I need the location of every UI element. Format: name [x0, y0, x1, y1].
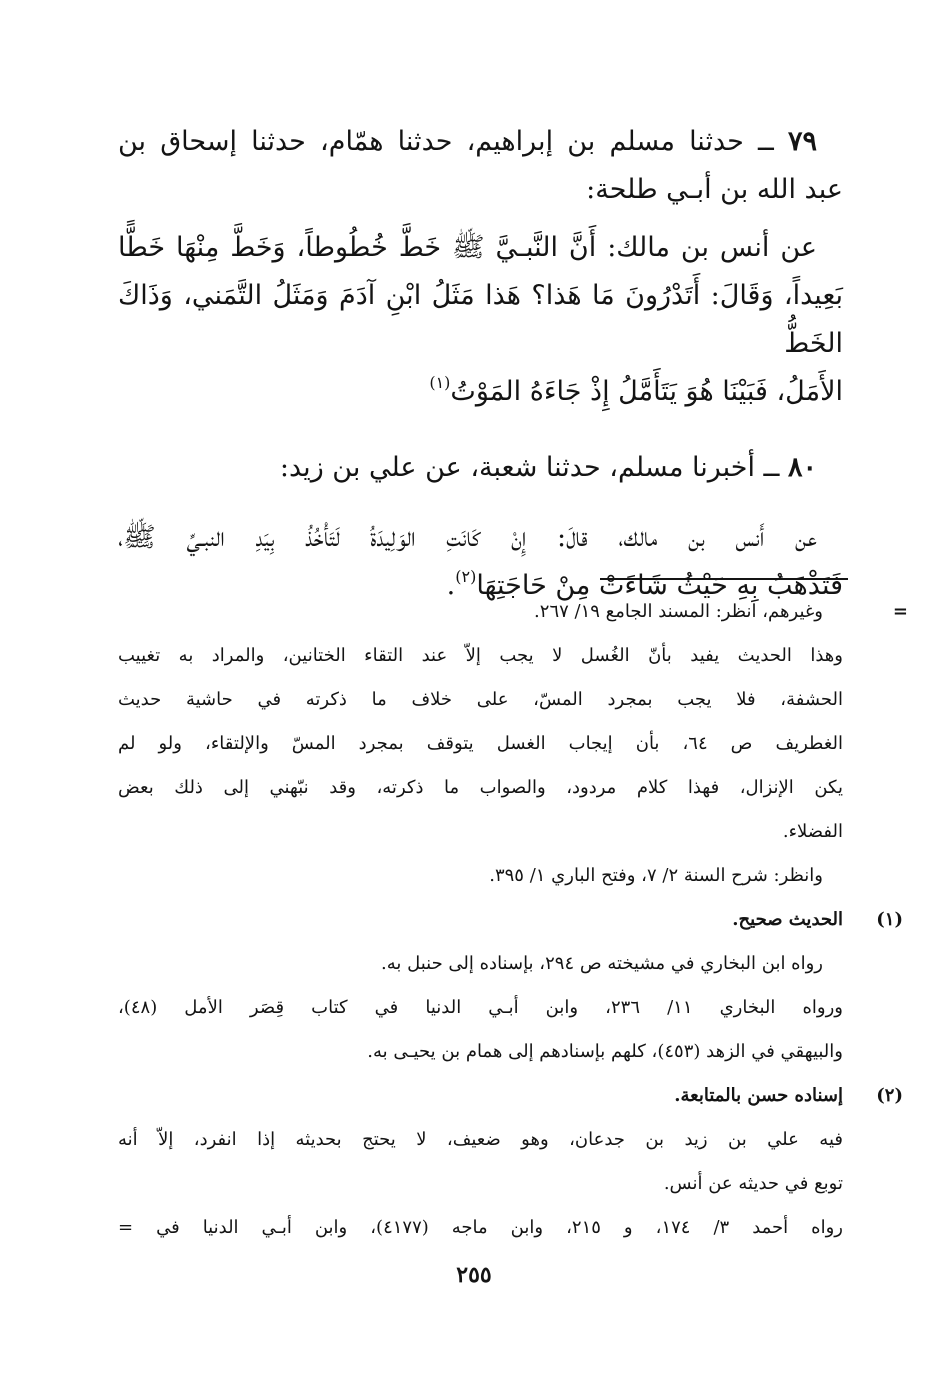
continuation-mark: = — [892, 601, 908, 622]
hadith-79-text: عن أنس بن مالك: أَنَّ النَّبـيَّ ﷺ خَطَّ خُطُوطاً، وَخَطَّ مِنْهَا خَطًّا — [118, 232, 817, 263]
footnote-separator — [600, 578, 848, 580]
footnote-see-also: وانظر: شرح السنة ٢/ ٧، وفتح الباري ١/ ٣٩٥. — [489, 865, 823, 886]
footnote-2-line: رواه أحمد ٣/ ١٧٤، و ٢١٥، وابن ماجه (٤١٧٧)، وابن أبـي الدنيا في = — [118, 1217, 844, 1238]
footnote-para-line: الفضلاء. — [782, 821, 843, 842]
footnote-1-mark: (١) — [876, 909, 903, 930]
hadith-80-chain: ٨٠ ــ أخبرنا مسلم، حدثنا شعبة، عن علي بن زيد: — [279, 452, 817, 483]
hadith-79-chain-cont: عبد الله بن أبـي طلحة: — [586, 174, 843, 205]
footnote-para-line: وهذا الحديث يفيد بأنّ الغُسل لا يجب إلاّ عند التقاء الختانين، والمراد به تغييب — [118, 645, 843, 666]
footnote-1-line: رواه ابن البخاري في مشيخته ص ٢٩٤، بإسناده إلى حنبل به. — [380, 953, 823, 974]
hadith-79-text-line2: بَعِيداً، وَقَالَ: أَتَدْرُونَ مَا هَذا؟ هَذا مَثَلُ ابْنِ آدَمَ وَمَثَلُ التَّمَني، وَذَاكَ الخَطُّ — [118, 280, 843, 359]
footnote-para-line: الغطريف ص ٦٤، بأن إيجاب الغسل يتوقف بمجرد المسّ والإلتقاء، ولو لم — [118, 733, 843, 754]
footnote-2-line: توبع في حديثه عن أنس. — [663, 1173, 843, 1194]
footnote-para-line: يكن الإنزال، فهذا كلام مردود، والصواب ما ذكرته، وقد نبّهني إلى ذلك بعض — [118, 777, 843, 798]
footnote-ref-1: (١) — [429, 373, 451, 392]
hadith-number: ٨٠ — [787, 452, 817, 483]
hadith-80-text: عن أَنس بن مالك، قالَ: إِنْ كَانَتِ الوَلِيدَةُ لَتَأْخُذُ بِيَدِ النبـيِّ ﷺ، — [118, 522, 817, 553]
hadith-79-text-line3: الأَمَلُ، فَبَيْنَا هُوَ يَتَأَمَّلُ إِذْ جَاءَهُ المَوْتُ$^{(١)}$ — [429, 373, 843, 407]
footnotes — [118, 590, 908, 1250]
hadith-number: ٧٩ — [787, 126, 817, 157]
footnote-para-line: الحشفة، فلا يجب بمجرد المسّ، على خلاف ما ذكرته في حاشية حديث — [118, 689, 843, 710]
hadith-80-text-line2: فَتَذْهَبُ بِهِ حَيْثُ شَاءَتْ مِنْ حَاجَتِهَا$^{(٢)}$. — [446, 567, 843, 601]
page-number: ٢٥٥ — [456, 1262, 492, 1288]
hadith-79-chain: ٧٩ ــ حدثنا مسلم بن إبراهيم، حدثنا همّام، حدثنا إسحاق بن — [118, 126, 817, 157]
footnote-continuation: = وغيرهم، انظر: المسند الجامع ١٩/ ٢٦٧. — [118, 590, 843, 634]
footnote-2-line: فيه علي بن زيد بن جدعان، وهو ضعيف، لا يحتج بحديثه إذا انفرد، إلاّ أنه — [118, 1129, 843, 1150]
footnote-ref-2: (٢) — [455, 567, 477, 586]
footnote-1-line: والبيهقي في الزهد (٤٥٣)، كلهم بإسنادهم إلى همام بن يحيـى به. — [367, 1041, 843, 1062]
footnote-2-head: (٢) إسناده حسن بالمتابعة. — [118, 1074, 843, 1118]
footnote-1-line: ورواه البخاري ١١/ ٢٣٦، وابن أبـي الدنيا في كتاب قِصَر الأمل (٤٨)، — [118, 997, 843, 1018]
footnote-2-mark: (٢) — [876, 1085, 903, 1106]
footnote-1-head: (١) الحديث صحيح. — [118, 898, 843, 942]
main-text — [118, 118, 843, 610]
